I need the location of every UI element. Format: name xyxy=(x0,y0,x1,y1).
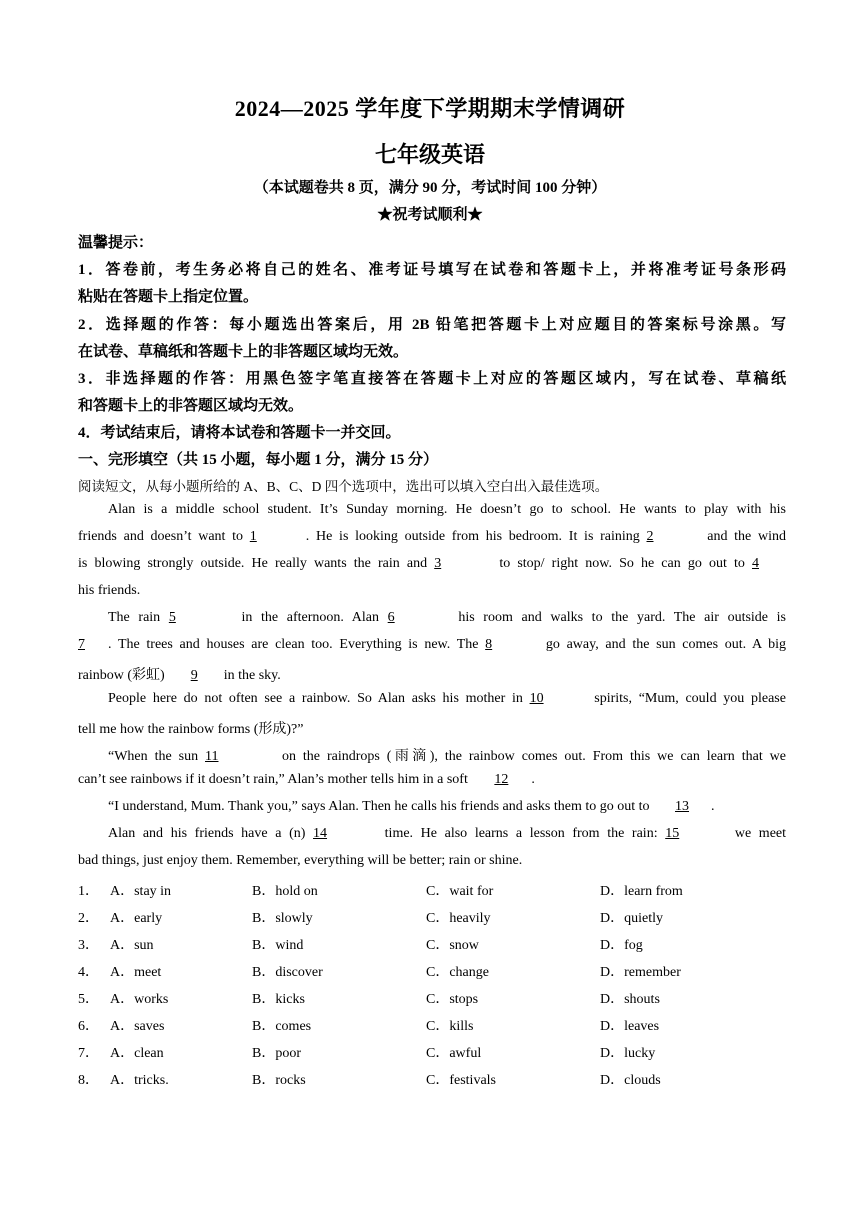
question-number: 3． xyxy=(78,938,99,953)
option-b: B．slowly xyxy=(252,911,313,926)
option-c: C．snow xyxy=(426,938,479,953)
option-c: C．stops xyxy=(426,992,479,1007)
blank-11: 11 xyxy=(205,749,219,764)
option-c: C．change xyxy=(426,965,489,980)
option-c: C．awful xyxy=(426,1046,482,1061)
passage-line: is blowing strongly outside. He really wants the rain and 3 to stop/ right now. So he can go out to 4 xyxy=(78,556,786,572)
option-b: B．comes xyxy=(252,1019,312,1034)
blank-14: 14 xyxy=(313,826,328,841)
passage-line: can’t see rainbows if it doesn’t rain,” Alan’s mother tells him in a soft 12 . xyxy=(78,772,535,787)
blank-6: 6 xyxy=(387,610,395,625)
option-d: D．fog xyxy=(600,938,643,953)
blank-1: 1 xyxy=(249,529,257,544)
question-number: 7． xyxy=(78,1046,99,1061)
option-a: A．tricks. xyxy=(110,1073,169,1088)
passage-line: Alan and his friends have a (n) 14 time. He also learns a lesson from the rain: 15 we meet xyxy=(108,826,787,841)
option-row-4 xyxy=(78,961,786,981)
option-a: A．early xyxy=(110,911,163,926)
option-c: C．festivals xyxy=(426,1073,496,1088)
passage-line: “I understand, Mum. Thank you,” says Alan. Then he calls his friends and asks them to go out to 13 . xyxy=(108,799,715,814)
blank-3: 3 xyxy=(434,556,442,571)
option-b: B．discover xyxy=(252,965,323,980)
tip-1-line-1: 1．答卷前，考生务必将自己的姓名、准考证号填写在试卷和答题卡上，并将准考证号条形码 xyxy=(78,262,786,278)
blank-12: 12 xyxy=(494,772,509,787)
option-a: A．clean xyxy=(110,1046,164,1061)
exam-wish: ★祝考试顺利★ xyxy=(377,207,483,223)
option-c: C．heavily xyxy=(426,911,491,926)
section-direction: 阅读短文，从每小题所给的 A、B、C、D 四个选项中，选出可以填入空白出入最佳选项。 xyxy=(78,479,609,494)
exam-info: （本试题卷共 8 页，满分 90 分，考试时间 100 分钟） xyxy=(253,180,607,196)
option-d: D．shouts xyxy=(600,992,660,1007)
question-number: 4． xyxy=(78,965,99,980)
question-number: 5． xyxy=(78,992,99,1007)
option-d: D．remember xyxy=(600,965,681,980)
option-b: B．poor xyxy=(252,1046,301,1061)
option-d: D．leaves xyxy=(600,1019,660,1034)
passage-line: People here do not often see a rainbow. So Alan asks his mother in 10 spirits, “Mum, could you please xyxy=(108,691,786,706)
exam-subtitle: 七年级英语 xyxy=(374,142,485,167)
option-a: A．sun xyxy=(110,938,154,953)
option-d: D．quietly xyxy=(600,911,663,926)
option-row-7 xyxy=(78,1042,786,1062)
option-a: A．stay in xyxy=(110,884,172,899)
tip-1-line-2: 粘贴在答题卡上指定位置。 xyxy=(78,289,259,305)
blank-8: 8 xyxy=(485,637,493,652)
passage-line: “When the sun 11 on the raindrops (雨滴), the rainbow comes out. From this we can learn that we xyxy=(108,749,786,764)
option-b: B．hold on xyxy=(252,884,318,899)
question-number: 6． xyxy=(78,1019,99,1034)
passage-line: The rain 5 in the afternoon. Alan 6 his room and walks to the yard. The air outside is xyxy=(108,610,787,625)
blank-4: 4 xyxy=(752,556,759,571)
option-c: C．kills xyxy=(426,1019,474,1034)
exam-title: 2024—2025 学年度下学期期末学情调研 xyxy=(234,96,626,121)
passage-line: tell me how the rainbow forms (形成)?” xyxy=(78,722,304,737)
passage-line: friends and doesn’t want to 1 . He is looking outside from his bedroom. It is raining 2 and the wind xyxy=(78,529,786,544)
question-number: 8． xyxy=(78,1073,99,1088)
blank-5: 5 xyxy=(168,610,176,625)
option-b: B．wind xyxy=(252,938,304,953)
passage-line: Alan is a middle school student. It’s Sunday morning. He doesn’t go to school. He wants to play with his xyxy=(108,502,786,517)
option-c: C．wait for xyxy=(426,884,494,899)
section-heading: 一、完形填空（共 15 小题，每小题 1 分，满分 15 分） xyxy=(78,452,439,468)
blank-9: 9 xyxy=(190,668,198,683)
question-number: 2． xyxy=(78,911,99,926)
option-row-8 xyxy=(78,1069,786,1089)
passage-line: 7 . The trees and houses are clean too. Everything is new. The 8 go away, and the sun comes out. A big xyxy=(78,637,786,652)
tip-2-line-1: 2．选择题的作答：每小题选出答案后，用 2B 铅笔把答题卡上对应题目的答案标号涂黑。写 xyxy=(78,317,786,333)
option-a: A．meet xyxy=(110,965,162,980)
passage-line: rainbow (彩虹) 9 in the sky. xyxy=(78,668,281,683)
tip-4: 4．考试结束后，请将本试卷和答题卡一并交回。 xyxy=(78,425,401,441)
option-row-5 xyxy=(78,988,786,1008)
option-row-2 xyxy=(78,907,786,927)
blank-7: 7 xyxy=(78,637,85,652)
passage-line: his friends. xyxy=(78,583,141,598)
option-b: B．rocks xyxy=(252,1073,306,1088)
blank-10: 10 xyxy=(529,691,544,706)
blank-15: 15 xyxy=(665,826,680,841)
option-d: D．lucky xyxy=(600,1046,656,1061)
option-row-1 xyxy=(78,880,786,900)
option-a: A．saves xyxy=(110,1019,165,1034)
tip-3-line-1: 3．非选择题的作答：用黑色签字笔直接答在答题卡上对应的答题区域内，写在试卷、草稿纸 xyxy=(78,371,786,387)
option-row-3 xyxy=(78,934,786,954)
option-b: B．kicks xyxy=(252,992,305,1007)
option-d: D．learn from xyxy=(600,884,683,899)
option-a: A．works xyxy=(110,992,169,1007)
question-number: 1． xyxy=(78,884,99,899)
blank-2: 2 xyxy=(646,529,654,544)
passage-line: bad things, just enjoy them. Remember, everything will be better; rain or shine. xyxy=(78,853,523,868)
option-row-6 xyxy=(78,1015,786,1035)
tip-2-line-2: 在试卷、草稿纸和答题卡上的非答题区域均无效。 xyxy=(78,344,409,360)
tips-heading: 温馨提示： xyxy=(78,235,154,251)
option-d: D．clouds xyxy=(600,1073,661,1088)
tip-3-line-2: 和答题卡上的非答题区域均无效。 xyxy=(78,398,304,414)
blank-13: 13 xyxy=(675,799,690,814)
